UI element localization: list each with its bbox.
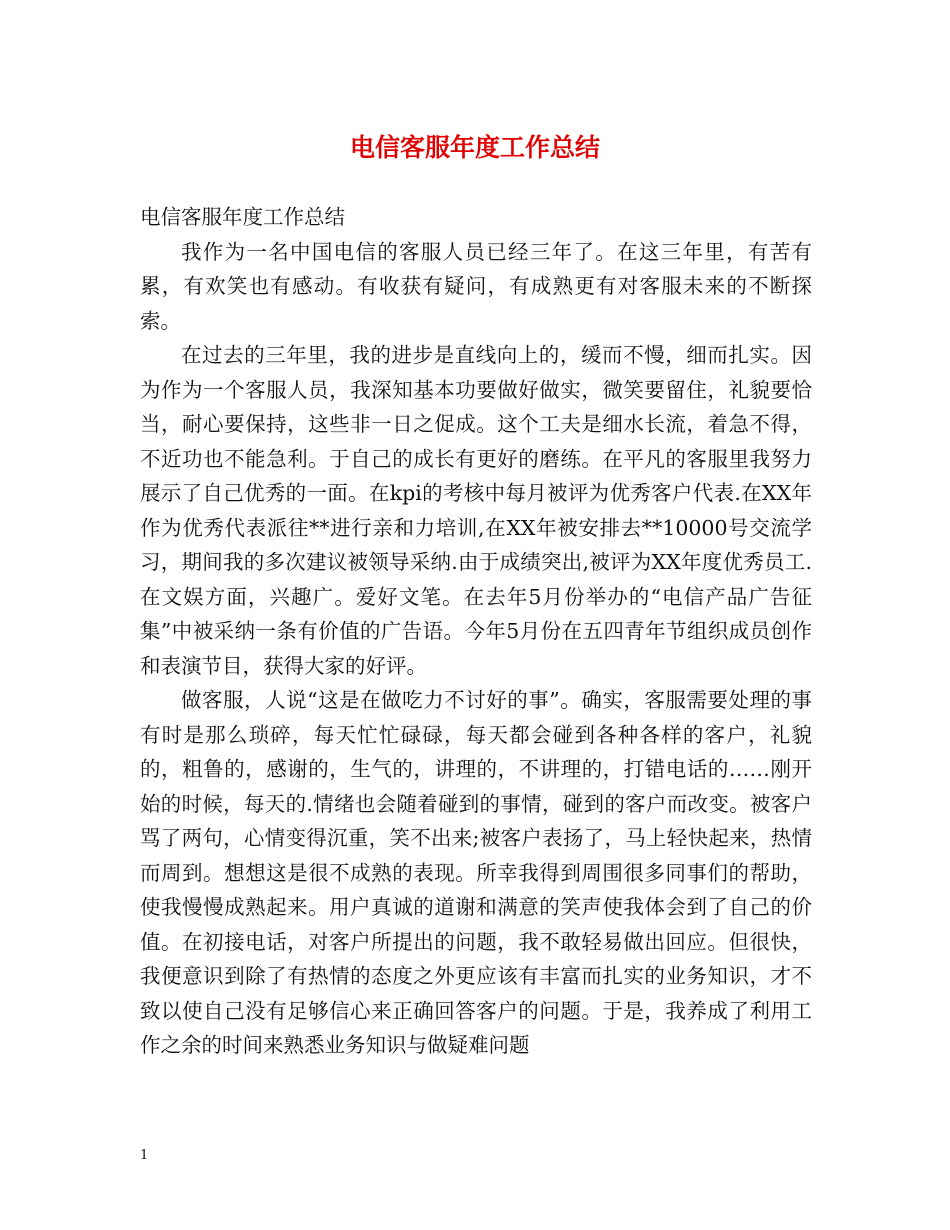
page-title: 电信客服年度工作总结: [349, 133, 600, 162]
paragraph-1: 我作为一名中国电信的客服人员已经三年了。在这三年里，有苦有累，有欢笑也有感动。有收获有疑问，有成熟更有对客服未来的不断探索。: [140, 239, 812, 333]
document-body: [140, 200, 812, 1063]
document-subtitle: 电信客服年度工作总结: [140, 205, 345, 229]
page-number: 1: [140, 1148, 149, 1163]
paragraph-2: 在过去的三年里，我的进步是直线向上的，缓而不慢，细而扎实。因为作为一个客服人员，我深知基本功要做好做实，微笑要留住，礼貌要恰当，耐心要保持，这些非一日之促成。这个工夫是细水长流，着急不得，不近功也不能急利。于自己的成长有更好的磨练。在平凡的客服里我努力展示了自己优秀的一面。在kpi的考核中每月被评为优秀客户代表.在XX年作为优秀代表派往**进行亲和力培训,在XX年被安排去**10000号交流学习，期间我的多次建议被领导采纳.由于成绩突出,被评为XX年度优秀员工.在文娱方面，兴趣广。爱好文笔。在去年5月份举办的“电信产品广告征集”中被采纳一条有价值的广告语。今年5月份在五四青年节组织成员创作和表演节目，获得大家的好评。: [140, 343, 812, 678]
paragraph-3: 做客服，人说“这是在做吃力不讨好的事”。确实，客服需要处理的事有时是那么琐碎，每天忙忙碌碌，每天都会碰到各种各样的客户，礼貌的，粗鲁的，感谢的，生气的，讲理的，不讲理的，打错电话的……刚开始的时候，每天的.情绪也会随着碰到的事情，碰到的客户而改变。被客户骂了两句，心情变得沉重，笑不出来;被客户表扬了，马上轻快起来，热情而周到。想想这是很不成熟的表现。所幸我得到周围很多同事们的帮助，使我慢慢成熟起来。用户真诚的道谢和满意的笑声使我体会到了自己的价值。在初接电话，对客户所提出的问题，我不敢轻易做出回应。但很快，我便意识到除了有热情的态度之外更应该有丰富而扎实的业务知识，才不致以使自己没有足够信心来正确回答客户的问题。于是，我养成了利用工作之余的时间来熟悉业务知识与做疑难问题: [140, 688, 812, 1057]
